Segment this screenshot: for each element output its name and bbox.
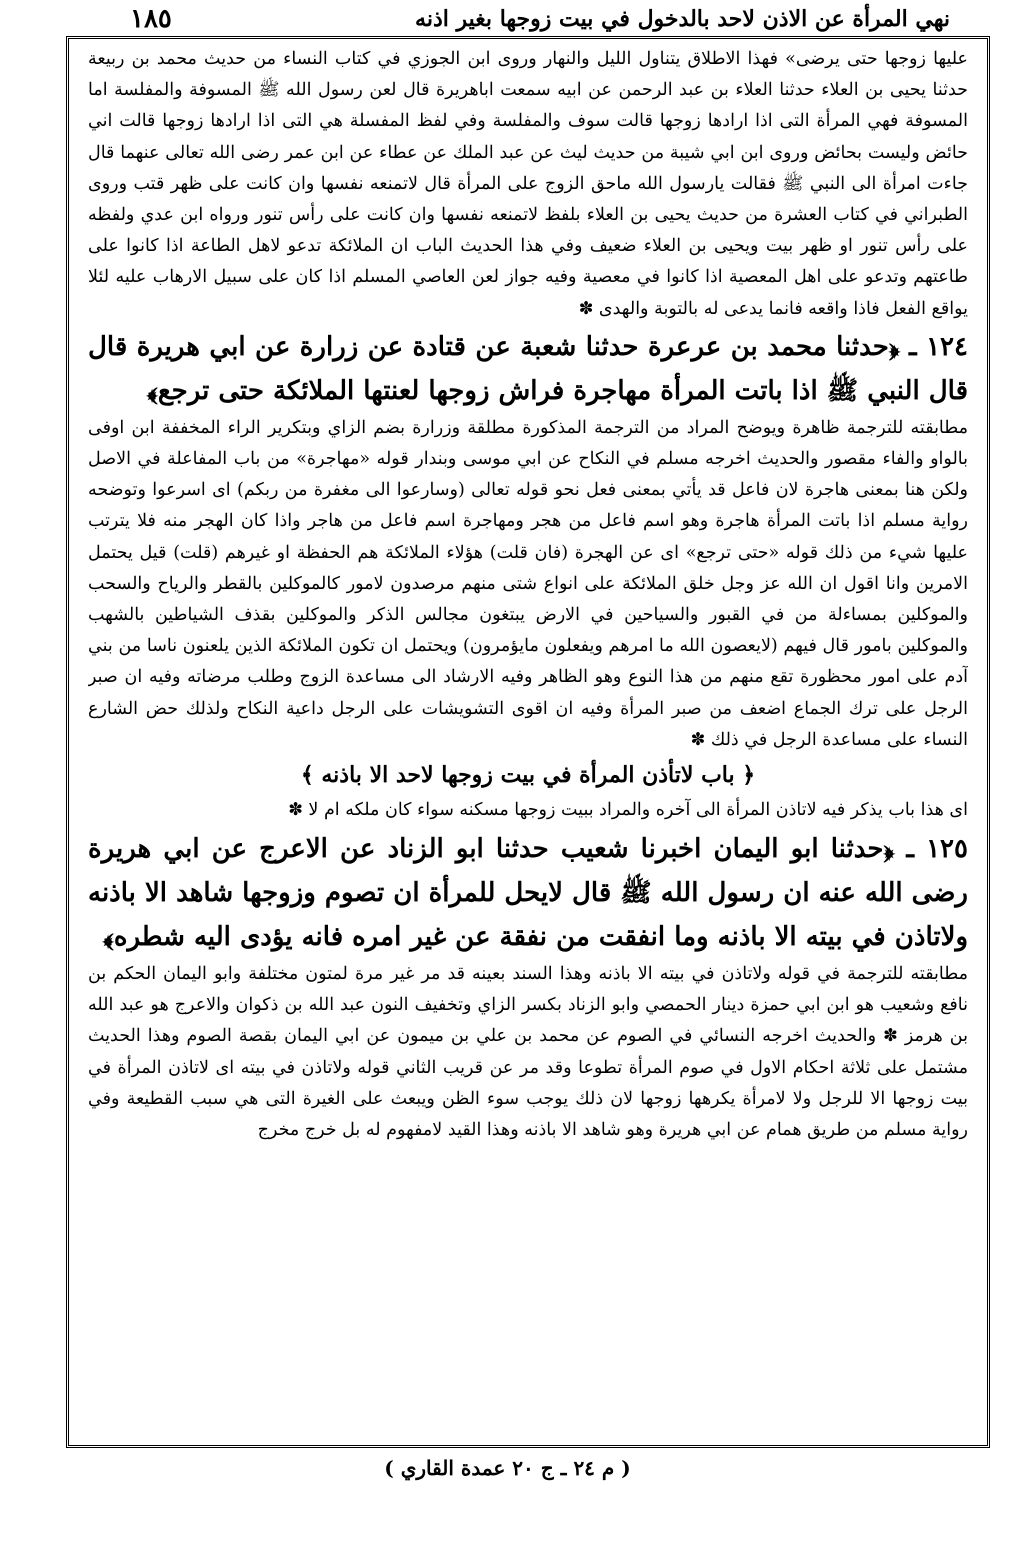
- commentary-paragraph-2: مطابقته للترجمة ظاهرة ويوضح المراد من الترجمة المذكورة مطلقة وزرارة بضم الزاي وبتكرير الراء المخففة ابن اوفى بالواو والفاء مقصور والحديث اخرجه مسلم في النكاح عن ابي موسى وبندار قوله «مهاجرة» من باب المفاعلة في الاصل ولكن هنا بمعنى هاجرة لان فاعل قد يأتي بمعنى فعل نحو قوله تعالى (وسارعوا الى مغفرة من ربكم) اى اسرعوا وتوضحه رواية مسلم اذا باتت المرأة هاجرة وهو اسم فاعل من هجر ومهاجرة اسم فاعل من هاجر واذا كان الهجر منه فلا يترتب عليها شيء من ذلك قوله «حتى ترجع» اى عن الهجرة (فان قلت) هؤلاء الملائكة هم الحفظة او غيرهم (قلت) قيل يحتمل الامرين وانا اقول ان الله عز وجل خلق الملائكة على انواع شتى منهم مرصدون لامور كالموكلين بالقطر والرياح والسحب والموكلين بمساءلة من في القبور والسياحين في الارض يبتغون مجالس الذكر والموكلين بقذف الشياطين بالشهب والموكلين بامور قال فيهم (لايعصون الله ما امرهم ويفعلون مايؤمرون) ويحتمل ان تكون الملائكة الذين يلعنون ناسا من بني آدم على امور محظورة تقع منهم من هذا النوع وهو الظاهر وفيه الارشاد الى مساعدة الزوج وطلب مرضاته وفيه ان صبر الرجل على ترك الجماع اضعف من صبر المرأة وفيه ان اقوى التشويشات على الرجل داعية النكاح ولذلك حض الشارع النساء على مساعدة الرجل في ذلك ✽: [88, 417, 968, 750]
- hadith-124: ١٢٤ ـ ﴿حدثنا محمد بن عرعرة حدثنا شعبة عن قتادة عن زرارة عن ابي هريرة قال قال النبي ﷺ اذا باتت المرأة مهاجرة فراش زوجها لعنتها الملائكة حتى ترجع﴾: [88, 331, 968, 406]
- signature-mark: ( م ٢٤ ـ ج ٢٠ عمدة القاري ): [384, 1456, 631, 1480]
- main-text-block: [88, 44, 968, 1440]
- chapter-heading: ﴿ باب لاتأذن المرأة في بيت زوجها لاحد الا باذنه ﴾: [300, 762, 756, 789]
- hadith-125: ١٢٥ ـ ﴿حدثنا ابو اليمان اخبرنا شعيب حدثنا ابو الزناد عن الاعرج عن ابي هريرة رضى الله عنه ان رسول الله ﷺ قال لايحل للمرأة ان تصوم وزوجها شاهد الا باذنه ولاتاذن في بيته الا باذنه وما انفقت من نفقة عن غير امره فانه يؤدى اليه شطره﴾: [88, 834, 968, 953]
- page-header: [60, 4, 990, 38]
- commentary-paragraph-3: مطابقته للترجمة في قوله ولاتاذن في بيته الا باذنه وهذا السند بعينه قد مر غير مرة لمتون مختلفة وابو اليمان الحكم بن نافع وشعيب هو ابن ابي حمزة دينار الحمصي وابو الزناد بكسر الزاي وتخفيف النون عبد الله بن ذكوان والاعرج هو عبد الله بن هرمز ✽ والحديث اخرجه النسائي في الصوم عن محمد بن علي بن ميمون عن ابي اليمان بقصة الصوم وهذا الحديث مشتمل على ثلاثة احكام الاول في صوم المرأة تطوعا وقد مر عن قريب الثاني قوله ولاتاذن في بيته اى لاتاذن المرأة في بيت زوجها الا للرجل ولا لامرأة يكرهها زوجها لان ذلك يوجب سوء الظن ويبعث على الغيرة التى هي سبب القطيعة وفي رواية مسلم من طريق همام عن ابي هريرة وهو شاهد الا باذنه وهذا القيد لامفهوم له بل خرج مخرج: [88, 964, 968, 1141]
- chapter-note: اى هذا باب يذكر فيه لاتاذن المرأة الى آخره والمراد ببيت زوجها مسكنه سواء كان ملكه ام لا ✽: [288, 800, 968, 821]
- commentary-paragraph-1: عليها زوجها حتى يرضى» فهذا الاطلاق يتناول الليل والنهار وروى ابن الجوزي في كتاب النساء من حديث محمد بن ربيعة حدثنا يحيى بن العلاء حدثنا العلاء بن عبد الرحمن عن ابيه سمعت اباهريرة قال لعن رسول الله ﷺ المسوفة والمفلسة اما المسوفة فهي المرأة التى اذا ارادها زوجها قالت سوف والمفلسة وفي لفظ المفسلة هي التى اذا ارادها زوجها قالت اني حائض وليست بحائض وروى ابن ابي شيبة من حديث ليث عن عبد الملك عن عطاء عن ابن عمر رضى الله تعالى عنهما قال جاءت امرأة الى النبي ﷺ فقالت يارسول الله ماحق الزوج على المرأة قال لاتمنعه نفسها وان كانت على ظهر قتب وروى الطبراني في كتاب العشرة من حديث يحيى بن العلاء بلفظ لاتمنعه نفسها وان كانت على رأس تنور ورواه ابن عدي ولفظه على رأس تنور او ظهر بيت ويحيى بن العلاء ضعيف وفي هذا الحديث الباب ان الملائكة تدعو لاهل الطاعة اذا كانوا على طاعتهم وتدعو على اهل المعصية اذا كانوا في معصية وفيه جواز لعن العاصي المسلم اذا كان على سبيل الارهاب عليه لئلا يواقع الفعل فاذا واقعه فانما يدعى له بالتوبة والهدى ✽: [88, 49, 968, 319]
- page-number: ١٨٥: [130, 4, 172, 34]
- running-title: نهي المرأة عن الاذن لاحد بالدخول في بيت زوجها بغير اذنه: [415, 6, 950, 32]
